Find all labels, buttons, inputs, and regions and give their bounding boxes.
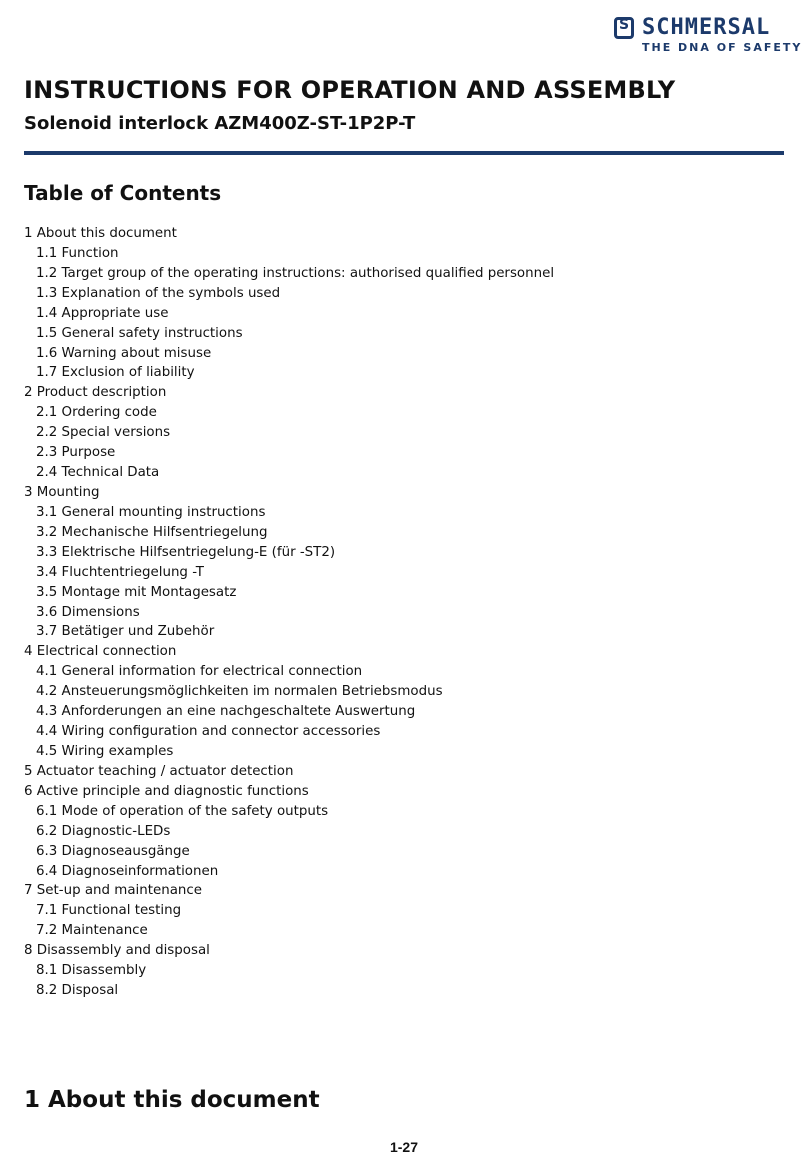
toc-subentry[interactable]: 3.4 Fluchtentriegelung -T: [36, 564, 204, 580]
toc-subentry[interactable]: 4.2 Ansteuerungsmöglichkeiten im normalen Betriebsmodus: [36, 684, 443, 700]
toc-subentry[interactable]: 6.1 Mode of operation of the safety outputs: [36, 803, 329, 819]
page-number: 1-27: [389, 1139, 419, 1155]
toc-subentry[interactable]: 8.2 Disposal: [36, 983, 119, 999]
schmersal-shield-icon: [614, 17, 634, 39]
toc-subentry[interactable]: 1.3 Explanation of the symbols used: [36, 285, 281, 301]
toc-subentry[interactable]: 3.5 Montage mit Montagesatz: [36, 584, 237, 600]
toc-heading: Table of Contents: [24, 181, 222, 205]
toc-subentry[interactable]: 7.1 Functional testing: [36, 903, 182, 919]
toc-subentry[interactable]: 3.7 Betätiger und Zubehör: [36, 624, 215, 640]
schmersal-logo: [614, 14, 803, 56]
toc-subentry[interactable]: 3.1 General mounting instructions: [36, 504, 266, 520]
toc-subentry[interactable]: 4.5 Wiring examples: [36, 743, 174, 759]
toc-subentry[interactable]: 2.2 Special versions: [36, 425, 171, 441]
toc-entry[interactable]: 7 Set-up and maintenance: [24, 883, 203, 899]
toc-subentry[interactable]: 3.3 Elektrische Hilfsentriegelung-E (für -ST2): [36, 544, 336, 560]
logo-brand-text: SCHMERSAL: [642, 15, 771, 40]
toc-entry[interactable]: 1 About this document: [24, 226, 177, 241]
toc-subentry[interactable]: 4.3 Anforderungen an eine nachgeschaltete Auswertung: [36, 704, 416, 720]
toc-subentry[interactable]: 4.4 Wiring configuration and connector accessories: [36, 724, 381, 740]
header-divider: [24, 151, 784, 155]
toc-subentry[interactable]: 1.4 Appropriate use: [36, 305, 169, 321]
toc-subentry[interactable]: 1.7 Exclusion of liability: [36, 365, 195, 381]
toc-entry[interactable]: 4 Electrical connection: [24, 644, 177, 660]
toc-entry[interactable]: 3 Mounting: [24, 484, 100, 500]
toc-entry[interactable]: 8 Disassembly and disposal: [24, 943, 210, 959]
document-subtitle: Solenoid interlock AZM400Z-ST-1P2P-T: [24, 113, 416, 134]
toc-subentry[interactable]: 8.1 Disassembly: [36, 963, 147, 979]
toc-subentry[interactable]: 1.6 Warning about misuse: [36, 345, 212, 361]
toc-subentry[interactable]: 2.3 Purpose: [36, 445, 116, 461]
toc-subentry[interactable]: 3.2 Mechanische Hilfsentriegelung: [36, 524, 268, 540]
toc-subentry[interactable]: 6.3 Diagnoseausgänge: [36, 843, 190, 859]
toc-subentry[interactable]: 1.2 Target group of the operating instructions: authorised qualified personnel: [36, 265, 555, 281]
toc-subentry[interactable]: 7.2 Maintenance: [36, 923, 148, 939]
toc-subentry[interactable]: 2.1 Ordering code: [36, 405, 157, 421]
toc-subentry[interactable]: 6.2 Diagnostic-LEDs: [36, 823, 171, 839]
toc-entry[interactable]: 5 Actuator teaching / actuator detection: [24, 763, 294, 779]
toc-subentry[interactable]: 1.5 General safety instructions: [36, 325, 243, 341]
toc-entry[interactable]: 6 Active principle and diagnostic functions: [24, 783, 309, 799]
toc-subentry[interactable]: 4.1 General information for electrical connection: [36, 664, 363, 680]
toc-entry[interactable]: 2 Product description: [24, 385, 167, 401]
toc-subentry[interactable]: 2.4 Technical Data: [36, 465, 160, 481]
toc-subentry[interactable]: 3.6 Dimensions: [36, 604, 140, 620]
section-heading: 1 About this document: [24, 1087, 320, 1113]
toc-subentry[interactable]: 6.4 Diagnoseinformationen: [36, 863, 219, 879]
toc-subentry[interactable]: 1.1 Function: [36, 245, 119, 261]
table-of-contents: [24, 224, 554, 1001]
document-title: INSTRUCTIONS FOR OPERATION AND ASSEMBLY: [24, 76, 676, 104]
logo-tagline: THE DNA OF SAFETY: [642, 41, 803, 54]
